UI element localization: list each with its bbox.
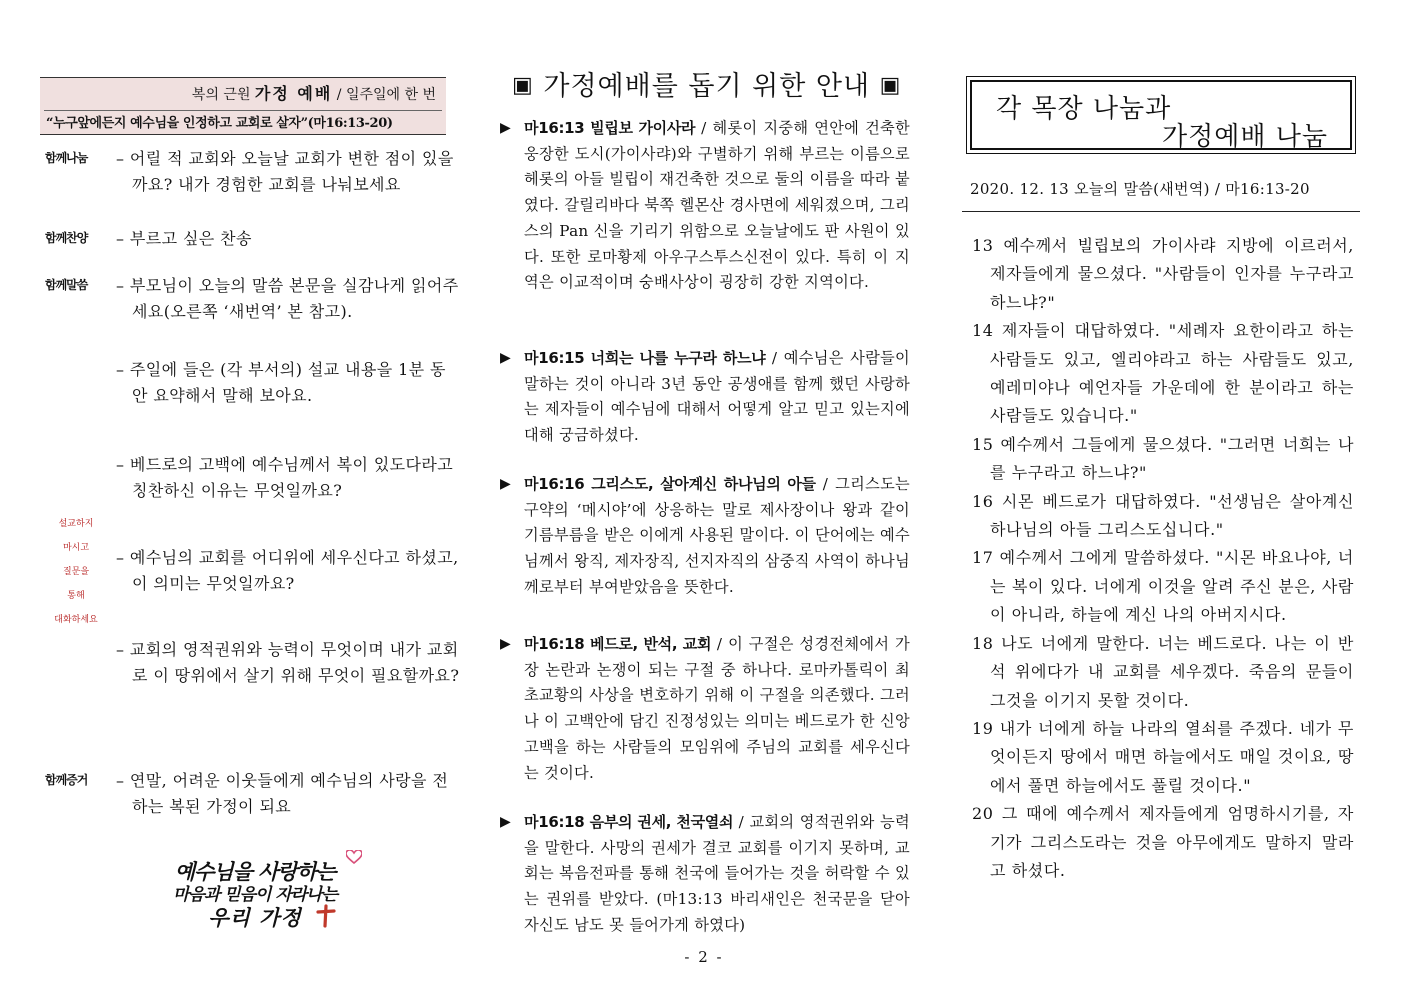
entry-keyword: 마16:15 너희는 나를 누구라 하느냐 bbox=[524, 349, 766, 367]
guide-title bbox=[512, 64, 902, 103]
sharing-title-line1: 각 목장 나눔과 bbox=[996, 94, 1172, 124]
side-note-line: 질문을 bbox=[62, 567, 90, 577]
header-title: 가정 예배 bbox=[254, 84, 333, 103]
verse: 15 예수께서 그들에게 물으셨다. "그러면 너희는 나를 누구라고 하느냐?" bbox=[972, 434, 1354, 483]
side-note-line: 대화하세요 bbox=[54, 615, 98, 625]
sharing-title-box bbox=[966, 76, 1356, 154]
side-note-line: 통해 bbox=[67, 591, 85, 601]
arrow-icon: ▶ bbox=[500, 636, 512, 652]
item-text: – 예수님의 교회를 어디위에 세우신다고 하셨고, 이 의미는 무엇일까요? bbox=[116, 548, 459, 593]
worship-header-line1 bbox=[192, 81, 436, 104]
guide-entry bbox=[498, 632, 910, 786]
item-label: 함께증거 bbox=[45, 773, 88, 787]
guide-entry bbox=[498, 346, 910, 449]
guide-entry bbox=[498, 116, 910, 296]
worship-header bbox=[40, 77, 446, 135]
item-text: – 주일에 들은 (각 부서의) 설교 내용을 1분 동안 요약해서 말해 보아요. bbox=[116, 360, 446, 405]
entry-body: / 헤롯이 지중해 연안에 건축한 웅장한 도시(가이사랴)와 구별하기 위해 부르는 이름으로 헤롯의 아들 빌립이 재건축한 것으로 둘의 이름을 따라 붙였다. 갈릴리바다 북쪽 헬몬산 경사면에 세워졌으며, 그리스의 Pan 신을 기리기 위함으로 오늘날에도 판 사원이 있다. 또한 로마황제 아우구스투스신전이 있다. 특히 이 지역은 이교적이며 숭배사상이 굉장히 강한 지역이다. bbox=[524, 119, 910, 292]
entry-keyword: 마16:13 빌립보 가이사라 bbox=[524, 119, 696, 137]
guide-entry-text bbox=[498, 116, 910, 296]
scripture-verses bbox=[972, 232, 1354, 885]
side-note-line: 설교하지 bbox=[58, 519, 94, 529]
item-text: – 어릴 적 교회와 오늘날 교회가 변한 점이 있을까요? 내가 경험한 교회를 나눠보세요 bbox=[116, 149, 454, 194]
arrow-icon: ▶ bbox=[500, 476, 512, 492]
verse: 16 시몬 베드로가 대답하였다. "선생님은 살아계신 하나님의 아들 그리스도십니다." bbox=[972, 491, 1354, 540]
worship-theme: “누구앞에든지 예수님을 인정하고 교회로 살자”(마16:13-20) bbox=[46, 116, 393, 131]
logo-line2: 마음과 믿음이 자라나는 bbox=[172, 885, 338, 905]
header-prefix: 복의 근원 bbox=[191, 87, 251, 103]
guide-entry-text bbox=[498, 346, 910, 449]
entry-keyword: 마16:18 베드로, 반석, 교회 bbox=[524, 635, 712, 653]
scripture-date: 2020. 12. 13 오늘의 말씀(새번역) / 마16:13-20 bbox=[970, 180, 1310, 198]
item-label: 함께찬양 bbox=[45, 231, 88, 245]
guide-entry-text bbox=[498, 810, 910, 939]
arrow-icon: ▶ bbox=[500, 350, 512, 366]
arrow-icon: ▶ bbox=[500, 120, 512, 136]
item-text: – 베드로의 고백에 예수님께서 복이 있도다라고 칭찬하신 이유는 무엇일까요? bbox=[116, 455, 454, 500]
scripture-divider bbox=[962, 211, 1360, 212]
verse: 20 그 때에 예수께서 제자들에게 엄명하시기를, 자기가 그리스도라는 것을 아무에게도 말하지 말라고 하셨다. bbox=[972, 804, 1354, 880]
side-note bbox=[46, 512, 106, 632]
entry-body: / 그리스도는 구약의 ‘메시야’에 상응하는 말로 제사장이나 왕과 같이 기름부름을 받은 이에게 사용된 말이다. 이 단어에는 예수님께서 왕직, 제자장직, 선지자직의 삼중직 사역이 하나님께로부터 부여받았음을 뜻한다. bbox=[524, 475, 911, 596]
verse: 13 예수께서 빌립보의 가이사랴 지방에 이르러서, 제자들에게 물으셨다. "사람들이 인자를 누구라고 하느냐?" bbox=[972, 236, 1354, 312]
item-text: – 연말, 어려운 이웃들에게 예수님의 사랑을 전하는 복된 가정이 되요 bbox=[116, 771, 449, 816]
arrow-icon: ▶ bbox=[500, 814, 512, 830]
family-logo bbox=[140, 852, 370, 932]
item-text: – 부모님이 오늘의 말씀 본문을 실감나게 읽어주세요(오른쪽 ‘새번역’ 본 참고). bbox=[116, 276, 459, 321]
entry-body: / 교회의 영적권위와 능력을 말한다. 사망의 권세가 결코 교회를 이기지 못하며, 교회는 복음전파를 통해 천국에 들어가는 것을 허락할 수 있는 권위를 받았다. (마13:13 바리새인은 천국문을 닫아 자신도 남도 못 들어가게 하였다) bbox=[524, 813, 910, 934]
header-suffix: / 일주일에 한 번 bbox=[336, 87, 436, 103]
verse: 14 제자들이 대답하였다. "세례자 요한이라고 하는 사람들도 있고, 엘리야라고 하는 사람들도 있고, 예레미야나 예언자들 가운데에 한 분이라고 하는 사람들도 있습니다." bbox=[972, 321, 1354, 426]
sharing-title-box-inner bbox=[970, 80, 1352, 150]
item-label: 함께말씀 bbox=[45, 278, 88, 292]
logo-line3: 우리 가정 bbox=[208, 906, 302, 930]
page-number: - 2 - bbox=[684, 948, 724, 966]
guide-entry bbox=[498, 472, 910, 601]
guide-entry bbox=[498, 810, 910, 939]
verse: 17 예수께서 그에게 말씀하셨다. "시몬 바요나야, 너는 복이 있다. 너에게 이것을 알려 주신 분은, 사람이 아니라, 하늘에 계신 나의 아버지시다. bbox=[972, 548, 1354, 625]
entry-body: / 이 구절은 성경전체에서 가장 논란과 논쟁이 되는 구절 중 하나다. 로마카톨릭이 최초교황의 사상을 변호하기 위해 이 구절을 의존했다. 그러나 이 고백안에 담긴 진정성있는 의미는 베드로가 한 신앙고백을 하는 사람들의 모임위에 주님의 교회를 세우신다는 것이다. bbox=[524, 635, 910, 782]
guide-title-text: 가정예배를 돕기 위한 안내 bbox=[543, 71, 871, 102]
sharing-title-line2: 가정예배 나눔 bbox=[1162, 122, 1328, 152]
heart-icon bbox=[346, 850, 362, 864]
side-note-line: 마시고 bbox=[62, 543, 90, 553]
entry-keyword: 마16:18 음부의 권세, 천국열쇠 bbox=[524, 813, 734, 831]
square-bullet-icon: ▣ bbox=[512, 73, 534, 98]
square-bullet-icon: ▣ bbox=[879, 73, 902, 98]
guide-entry-text bbox=[498, 632, 910, 786]
item-label: 함께나눔 bbox=[45, 151, 88, 165]
entry-keyword: 마16:16 그리스도, 살아계신 하나님의 아들 bbox=[524, 475, 816, 493]
cross-icon bbox=[316, 904, 336, 928]
item-text: – 교회의 영적권위와 능력이 무엇이며 내가 교회로 이 땅위에서 살기 위해 무엇이 필요할까요? bbox=[116, 640, 460, 685]
verse: 19 내가 너에게 하늘 나라의 열쇠를 주겠다. 네가 무엇이든지 땅에서 매면 하늘에서도 매일 것이요, 땅에서 풀면 하늘에서도 풀릴 것이다." bbox=[972, 718, 1354, 795]
verse: 18 나도 너에게 말한다. 너는 베드로다. 나는 이 반석 위에다가 내 교회를 세우겠다. 죽음의 문들이 그것을 이기지 못할 것이다. bbox=[972, 633, 1354, 710]
logo-line1: 예수님을 사랑하는 bbox=[174, 860, 336, 884]
guide-entry-text bbox=[498, 472, 910, 601]
item-text: – 부르고 싶은 찬송 bbox=[116, 229, 252, 248]
entry-body: / 예수님은 사람들이 말하는 것이 아니라 3년 동안 공생애를 함께 했던 사랑하는 제자들이 예수님에 대해서 어떻게 알고 믿고 있는지에 대해 궁금하셨다. bbox=[524, 349, 910, 445]
